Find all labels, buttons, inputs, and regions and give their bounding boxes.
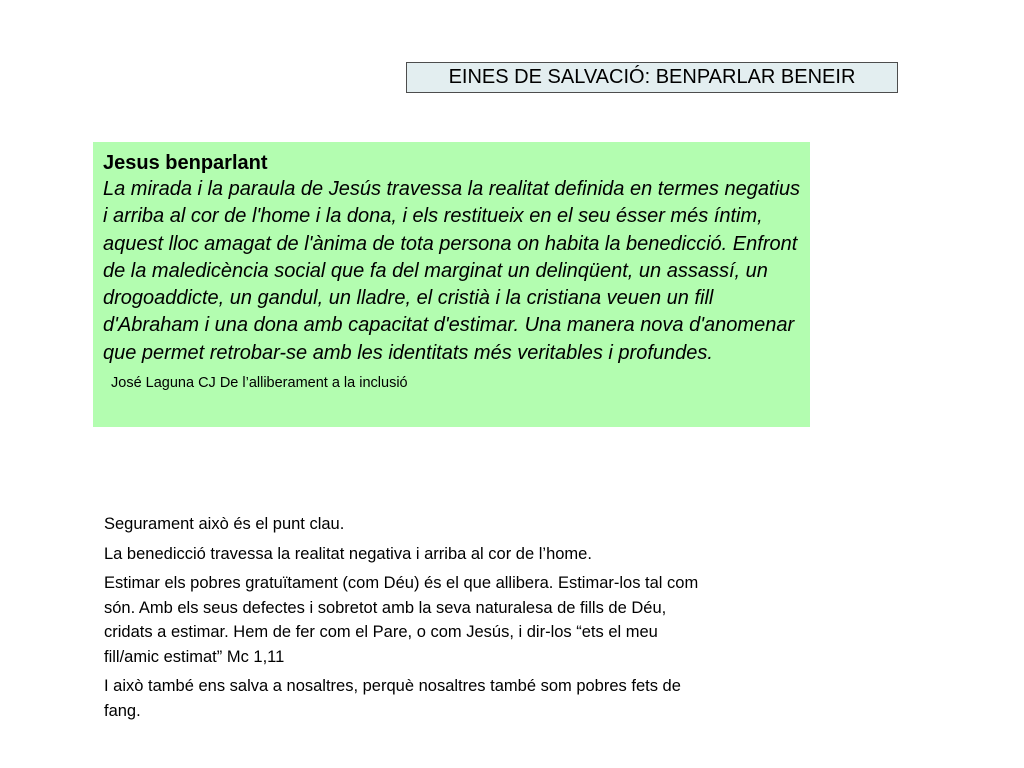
slide-title: EINES DE SALVACIÓ: BENPARLAR BENEIR [406,62,898,93]
quote-box [93,142,810,427]
quote-heading: Jesus benparlant [103,152,268,174]
note-paragraph-4: I això també ens salva a nosaltres, perquè nosaltres també som pobres fets de fang. [104,677,681,720]
quote-body: La mirada i la paraula de Jesús travessa la realitat definida en termes negatius i arriba al cor de l'home i la dona, i els restitueix en el seu ésser més íntim, aquest lloc amagat de l'ànima de tota persona on habita la benedicció. Enfront de la maledicència social que fa del marginat un delinqüent, un assassí, un drogoaddicte, un gandul, un lladre, el cristià i la cristiana veuen un fill d'Abraham i una dona amb capacitat d'estimar. Una manera nova d'anomenar que permet retrobar-se amb les identitats més veritables i profundes. [103,178,801,364]
quote-source: José Laguna CJ De l’alliberament a la inclusió [111,375,408,392]
note-paragraph-1: Segurament això és el punt clau. [104,515,345,533]
note-paragraph-2: La benedicció travessa la realitat negativa i arriba al cor de l’home. [104,544,592,563]
note-paragraph-3: Estimar els pobres gratuïtament (com Déu) és el que allibera. Estimar-los tal com són. Amb els seus defectes i sobretot amb la seva naturalesa de fills de Déu, cridats a estimar. Hem de fer com el Pare, o com Jesús, i dir-los “ets el meu fill/amic estimat” Mc 1,11 [104,574,699,666]
notes-text [104,512,716,728]
